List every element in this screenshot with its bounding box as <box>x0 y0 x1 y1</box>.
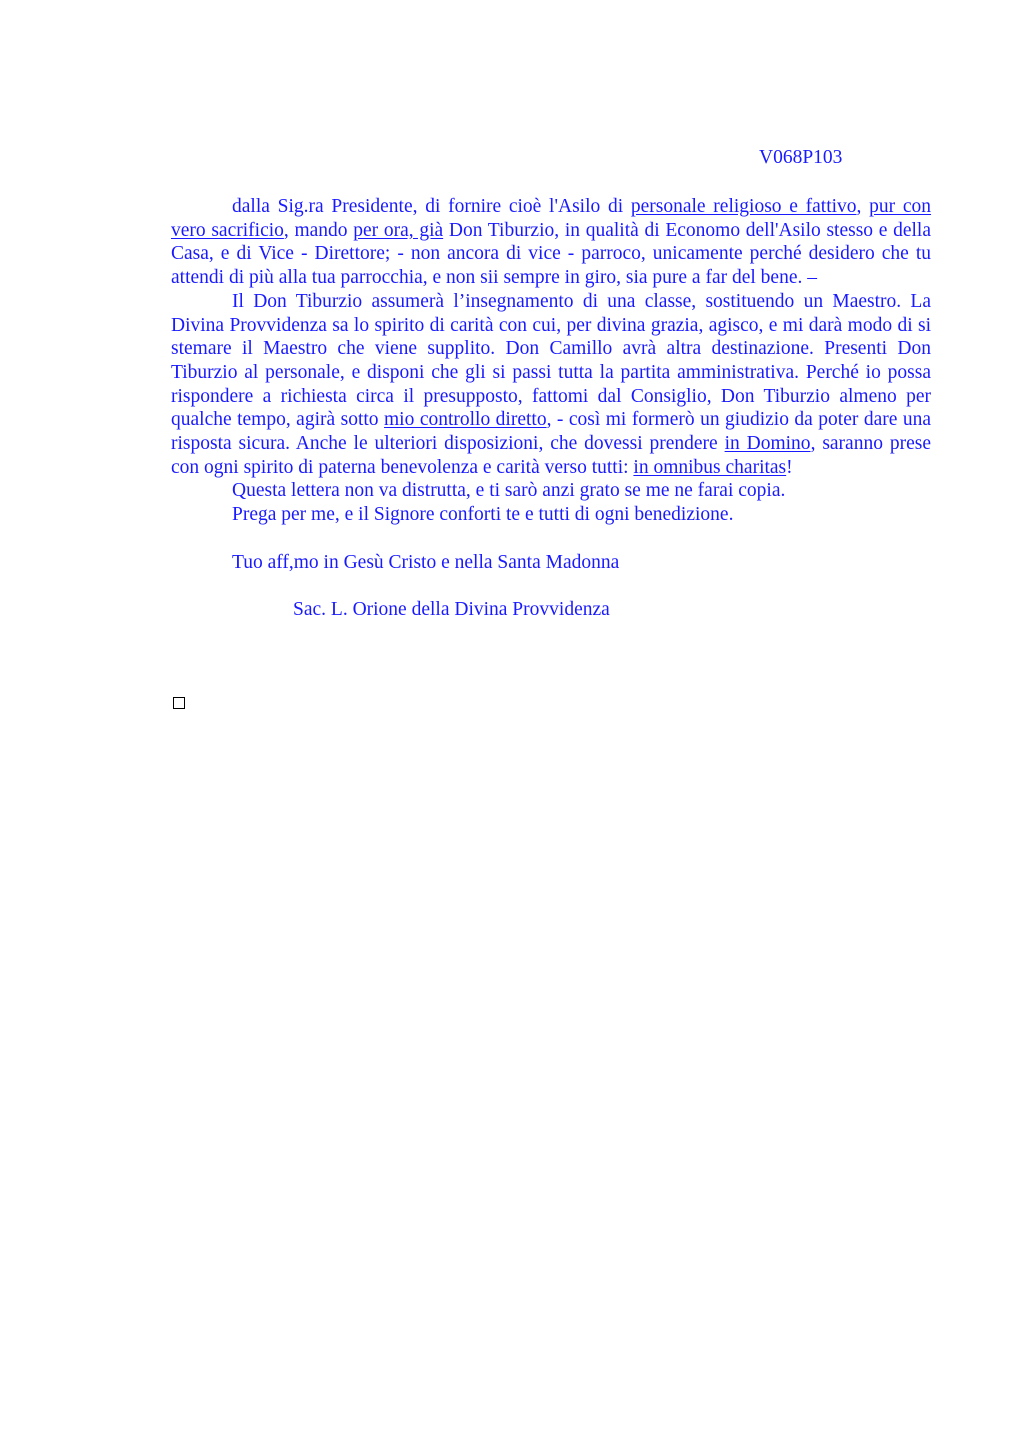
underlined-phrase: in omnibus charitas <box>633 456 787 478</box>
paragraph-2 <box>171 290 931 480</box>
underlined-phrase: personale religioso e fattivo <box>630 196 857 217</box>
paragraph-1 <box>171 195 931 290</box>
spacer <box>171 574 931 598</box>
paragraph-3: Questa lettera non va distrutta, e ti sarò anzi grato se me ne farai copia. <box>232 480 786 502</box>
spacer <box>171 527 931 551</box>
closing-line: Tuo aff,mo in Gesù Cristo e nella Santa Madonna <box>232 551 620 573</box>
text-segment: , <box>856 196 870 217</box>
end-of-page-box-icon <box>173 697 185 709</box>
text-segment: Il Don Tiburzio assumerà l’insegnamento di una classe, sostituendo un Maestro. La Divina Provvidenza sa lo spirito di carità con cui, per divina grazia, agisco, e mi darà modo di si stemare il Maestro che viene supplito. Don Camillo avrà altra destinazione. Presenti Don Tiburzio al personale, e disponi che gli si passi tutta la partita amministrativa. Perché io possa rispondere a richiesta circa il presupposto, fattomi dal Consiglio, Don Tiburzio almeno per qualche tempo, agirà sotto <box>171 290 931 431</box>
underlined-phrase: per ora, già <box>353 219 444 241</box>
underlined-phrase: mio controllo diretto <box>384 409 547 431</box>
text-segment: , - così mi formerò un giudizio da poter dare una risposta sicura. Anche le ulteriori disposizioni, che dovessi prendere <box>171 409 931 455</box>
text-segment: , mando <box>283 219 354 241</box>
text-segment: Don Tiburzio, in qualità di Economo dell'Asilo stesso e della Casa, e di Vice - Direttore; - non ancora di vice - parroco, unicamente perché desidero che tu attendi di più alla tua parrocchia, e non sii sempre in giro, sia pure a far del bene. – <box>171 219 932 289</box>
text-segment: ! <box>786 456 793 478</box>
letter-body <box>171 195 931 622</box>
underlined-phrase: pur con vero sacrificio <box>171 196 932 241</box>
page-identifier: V068P103 <box>759 147 843 168</box>
underlined-phrase: in Domino <box>724 433 811 455</box>
text-segment: , saranno prese con ogni spirito di paterna benevolenza e carità verso tutti: <box>171 433 931 478</box>
paragraph-4: Prega per me, e il Signore conforti te e tutti di ogni benedizione. <box>232 504 734 526</box>
text-segment: dalla Sig.ra Presidente, di fornire cioè l'Asilo di <box>232 196 631 217</box>
signature-line: Sac. L. Orione della Divina Provvidenza <box>293 598 610 620</box>
